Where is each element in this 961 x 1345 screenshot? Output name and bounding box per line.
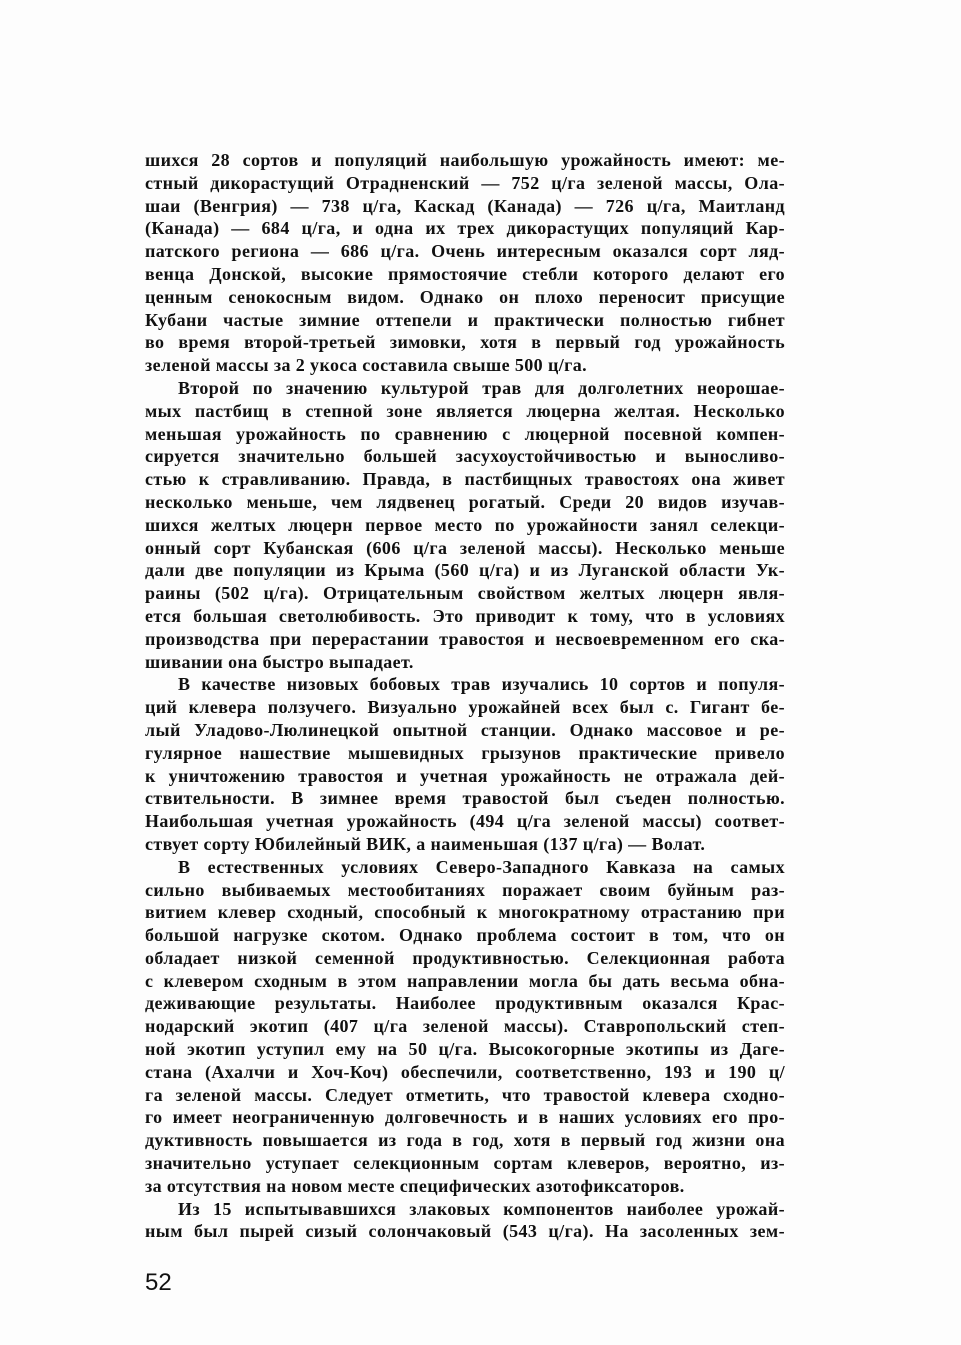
text-line: значительно уступает селекционным сортам клеверов, вероятно, из- [145, 1153, 785, 1174]
text-line: стью к стравливанию. Правда, в пастбищных травостоях она живет [145, 469, 785, 490]
text-line: дали две популяции из Крыма (560 ц/га) и из Луганской области Ук- [145, 560, 785, 581]
text-line: ной экотип уступил ему на 50 ц/га. Высокогорные экотипы из Даге- [145, 1039, 785, 1060]
text-line: обладает низкой семенной продуктивностью. Селекционная работа [145, 947, 785, 968]
text-line: В качестве низовых бобовых трав изучались 10 сортов и популя- [178, 674, 785, 695]
text-line: большой нагрузке скотом. Однако проблема состоит в том, что он [145, 925, 785, 946]
text-line: шихся желтых люцерн первое место по урожайности занял селекци- [145, 514, 785, 535]
text-line: производства при перерастании травостоя и несвоевременном его ска- [145, 628, 785, 649]
text-line: нодарский экотип (407 ц/га зеленой массы). Ставропольский степ- [145, 1016, 785, 1037]
text-line: мых пастбищ в степной зоне является люцерна желтая. Несколько [145, 400, 785, 421]
text-line: ствительности. В зимнее время травостой был съеден полностью. [145, 788, 785, 809]
text-line: патского региона — 686 ц/га. Очень интересным оказался сорт ляд- [145, 241, 785, 262]
paragraph [145, 149, 785, 377]
text-line: несколько меньше, чем лядвенец рогатый. Среди 20 видов изучав- [145, 491, 785, 512]
text-line: сильно выбиваемых местообитаниях поражает своим буйным раз- [145, 879, 785, 900]
text-line: зеленой массы за 2 укоса составила свыше 500 ц/га. [145, 355, 588, 376]
text-line: Наибольшая учетная урожайность (494 ц/га зеленой массы) соответ- [145, 811, 785, 832]
text-line: стный дикорастущий Отрадненский — 752 ц/га зеленой массы, Ола- [145, 172, 785, 193]
text-line: онный сорт Кубанская (606 ц/га зеленой массы). Несколько меньше [145, 537, 785, 558]
text-line: лый Уладово-Люлинецкой опытной станции. Однако массовое и ре- [145, 719, 785, 740]
text-line: шивании она быстро выпадает. [145, 651, 414, 672]
text-line: ций клевера ползучего. Визуально урожайней всех был с. Гигант бе- [145, 697, 785, 718]
page-number: 52 [145, 1269, 172, 1296]
text-line: витием клевер сходный, способный к многократному отрастанию при [145, 902, 785, 923]
text-line: ется большая светолюбивость. Это приводит к тому, что в условиях [145, 605, 785, 626]
text-line: венца Донской, высокие прямостоячие стебли которого делают его [145, 263, 785, 284]
text-line: с клевером сходным в этом направлении могла бы дать весьма обна- [145, 970, 785, 991]
text-line: ным был пырей сизый солончаковый (543 ц/га). На засоленных зем- [145, 1221, 785, 1242]
text-line: (Канада) — 684 ц/га, и одна их трех дикорастущих популяций Кар- [145, 218, 785, 239]
text-line: гулярное нашествие мышевидных грызунов практические привело [145, 742, 785, 763]
text-line: га зеленой массы. Следует отметить, что травостой клевера сходно- [145, 1084, 785, 1105]
text-line: Второй по значению культурой трав для долголетних неорошае- [178, 377, 785, 398]
text-line: го имеет неограниченную долговечность и в наших условиях его про- [145, 1107, 785, 1128]
paragraph [145, 377, 785, 673]
paragraph [145, 856, 785, 1198]
text-line: шихся 28 сортов и популяций наибольшую урожайность имеют: ме- [145, 150, 785, 170]
text-line: ствует сорту Юбилейный ВИК, а наименьшая (137 ц/га) — Волат. [145, 833, 706, 854]
text-line: ценным сенокосным видом. Однако он плохо переносит присущие [145, 286, 785, 307]
text-line: стана (Ахалчи и Хоч-Коч) обеспечили, соответственно, 193 и 190 ц/ [145, 1061, 785, 1082]
text-block [145, 149, 785, 1243]
text-line: к уничтожению травостоя и учетная урожайность не отражала дей- [145, 765, 785, 786]
text-line: шаи (Венгрия) — 738 ц/га, Каскад (Канада) — 726 ц/га, Маитланд [145, 195, 785, 216]
text-line: меньшая урожайность по сравнению с люцерной посевной компен- [145, 423, 785, 444]
text-line: сируется значительно большей засухоустойчивостью и выносливо- [145, 446, 785, 467]
paragraph [145, 1198, 785, 1244]
text-line: деживающие результаты. Наиболее продуктивным оказался Крас- [145, 993, 785, 1014]
text-line: Из 15 испытывавшихся злаковых компонентов наиболее урожай- [178, 1198, 785, 1219]
text-line: во время второй-третьей зимовки, хотя в первый год урожайность [145, 332, 785, 353]
text-line: Кубани частые зимние оттепели и практически полностью гибнет [145, 309, 785, 330]
text-line: за отсутствия на новом месте специфических азотофиксаторов. [145, 1175, 685, 1196]
text-line: раины (502 ц/га). Отрицательным свойством желтых люцерн явля- [145, 583, 785, 604]
text-line: В естественных условиях Северо-Западного Кавказа на самых [178, 856, 785, 877]
paragraph [145, 673, 785, 855]
text-line: дуктивность повышается из года в год, хотя в первый год жизни она [145, 1130, 785, 1151]
